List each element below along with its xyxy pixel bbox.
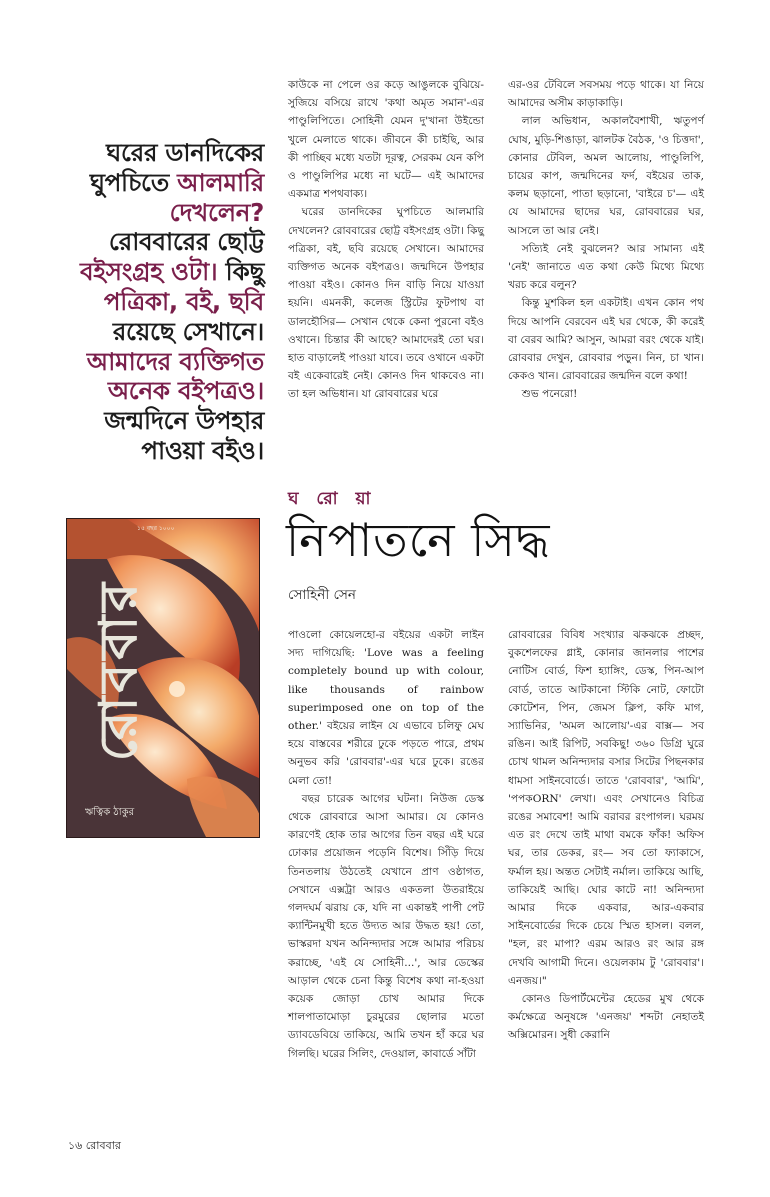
- pull-quote-highlight: আলমারি: [177, 167, 264, 197]
- article-headline: নিপাতনে সিদ্ধ: [286, 513, 551, 567]
- paragraph: এর-ওর টেবিলে সবসময় পড়ে থাকে। যা নিয়ে আমাদের অসীম কাড়াকাড়ি।: [508, 79, 704, 110]
- pull-quote-line: পাওয়া বইও।: [141, 435, 264, 465]
- pull-quote: [52, 138, 264, 466]
- book-cover-image: [66, 518, 260, 838]
- paragraph: ঘরের ডানদিকের ঘুপচিতে আলমারি দেখলেন? রোববারের ছোট্ট বইসংগ্রহ ওটা। কিছু পত্রিকা, বই, ছবি রয়েছে সেখানে। আমাদের ব্যক্তিগত অনেক বইপত্রও। জন্মদিনে উপহার পাওয়া বইও। কোনও দিন বাড়ি নিয়ে যাওয়া হয়নি। এমনকী, কলেজ স্ট্রিটের ফুটপাথ বা ডালহৌসির— সেখান থেকে কেনা পুরনো বইও ওখানে। চিন্তার কী আছে? আমাদেরই তো ঘর। হাত বাড়ালেই পাওয়া যাবে। তবে ওখানে একটা বই একেবারেই নেই। কোনও দিন থাকবেও না। তা হল অভিধান। যা রোববারের ঘরে: [288, 206, 485, 401]
- cover-author: ঋত্বিক ঠাকুর: [85, 807, 135, 818]
- article-column-1: [288, 626, 484, 1063]
- pull-quote-line: রয়েছে সেখানে।: [112, 316, 264, 346]
- paragraph: পাওলো কোয়েলহো-র বইয়ের একটা লাইন সদ্য দাগিয়েছি: 'Love was a feeling completely bound up with colour, like thousands of rainbow superimposed one on top of the other.' বইয়ের লাইন যে এভাবে চলিফু মেঘ হয়ে বাস্তবের শরীরে ঢুকে পড়তে পারে, প্রথম অনুভব করি 'রোববার'-এর ঘরে ঢুকে। রঙের মেলা তো!: [288, 629, 484, 787]
- paragraph: সত্যিই নেই বুঝলেন? আর সামান্য এই 'নেই' জানাতে এত কথা কেউ মিথ্যে মিথ্যে খরচ করে বলুন?: [508, 242, 704, 292]
- article-byline: সোহিনী সেন: [288, 587, 356, 603]
- pull-quote-highlight: দেখলেন?: [169, 197, 264, 227]
- top-column-2: [508, 76, 704, 404]
- cover-title: রোববার: [89, 579, 149, 762]
- pull-quote-line: ঘুপচিতে: [89, 167, 178, 197]
- section-kicker: ঘ রো য়া: [288, 489, 377, 509]
- paragraph: কাউকে না পেলে ওর কড়ে আঙুলকে বুঝিয়ে-সুজিয়ে বসিয়ে রাখে 'কথা অমৃত সমান'-এর পাণ্ডুলিপিতে। সোহিনী যেমন দু'খানা উইন্ডো খুলে মেলাতে থাকে। জীবনে কী চাইছি, আর কী পাচ্ছিব মধ্যে যতটা দূরত্ব, সেরকম যেন কপি ও পাণ্ডুলিপির মধ্যে না ঘটে— এই আমাদের একমাত্র শপথবাক্য।: [288, 79, 484, 201]
- paragraph: শুভ পনেরো!: [521, 388, 578, 401]
- paragraph: কোনও ডিপার্টমেন্টের হেডের মুখ থেকে কর্মক্ষেত্রে অনুষঙ্গে 'এনজয়' শব্দটা নেহাতই অক্সিমোরন। সুধী কেরানি: [508, 993, 704, 1042]
- pull-quote-line: ঘরের ডানদিকের: [106, 138, 264, 167]
- page-folio: ১৬ রোববার: [68, 1139, 121, 1152]
- pull-quote-highlight: পত্রিকা, বই, ছবি: [103, 286, 264, 316]
- pull-quote-line: কিছু: [225, 257, 264, 287]
- paragraph: রোববারের বিবিধ সংখ্যার ঝকঝকে প্রচ্ছদ, বুকশেলফের গ্লাই, কোনার জানলার পাশের নোটিস বোর্ড, ফিশ হ্যাঙ্গিং, ডেস্ক, পিন-আপ বোর্ড, তাতে আটকানো স্টিকি নোট, ফোটো কোটেশন, পিন, জেমস ক্লিপ, কফি মাগ, স্যাভিনির, 'অমল আলোয়'-এর বাক্স— সব রঙিন। আই রিপিট, সবকিছু! ৩৬০ ডিগ্রি ঘুরে চোখ থামল অনিন্দ্যদার বসার সিটের পিছনকার ধামসা সাইনবোর্ডে। তাতে 'রোববার', 'আমি', 'পপকORN' লেখা। এবং সেখানেও বিচিত্র রঙের সমাবেশ! আমি বরাবর রংপাগল। ঘরময় এত রং দেখে তাই মাথা বমকে ফাঁক! অফিস ঘর, তার ডেকর, রং— সব তো ফ্যাকাসে, ফর্মাল হয়। অন্তত সেটাই নর্মাল। তাকিয়ে আছি, তাকিয়েই আছি। ঘোর কাটে না! অনিন্দ্যদা আমার দিকে একবার, আর-একবার সাইনবোর্ডের দিকে চেয়ে স্মিত হাসল। বলল, "হল, রং মাপা? এরম আরও রং আর রঙ্গ দেখবি আগামী দিনে। ওয়েলকাম টু 'রোববার'। এনজয়।": [508, 629, 704, 987]
- paragraph: কিন্তু মুশকিল হল একটাই। এখন কোন পথ দিয়ে আপনি বেরবেন এই ঘর থেকে, কী করেই বা বেরব আমি? আসুন, আমরা বরং থেকে যাই। রোববার দেখুন, রোববার পড়ুন। নিন, চা খান। কেকও খান। রোববারের জন্মদিন বলে কথা!: [508, 297, 704, 383]
- pull-quote-line: রোববারের ছোট্ট: [108, 227, 264, 257]
- pull-quote-highlight: বইসংগ্রহ ওটা।: [79, 257, 226, 287]
- top-column-1: [288, 76, 484, 404]
- cover-top-text: ১৫ বছর ১০০০: [137, 525, 175, 532]
- pull-quote-highlight: অনেক বইপত্রও।: [107, 376, 264, 406]
- paragraph: লাল অভিধান, অকালবৈশাখী, ঋতুপর্ণ ঘোষ, মুড়ি-শিঙাড়া, ঝালটক বৈঠক, 'ও চিত্তদা', কোনার টেবিল, অমল আলোয়, পাণ্ডুলিপি, চায়ের কাপ, জন্মদিনের ফর্দ, বইয়ের তাক, কলম ছড়ানো, পাতা ছড়ানো, 'বাইরে চ'— এই যে আমাদের ছাদের ঘর, রোববারের ঘর, আসলে তা আর নেই।: [508, 115, 704, 237]
- paragraph: বছর চারেক আগের ঘটনা। নিউজ ডেস্ক থেকে রোববারে আসা আমার। যে কোনও কারণেই হোক তার আগের তিন বছর এই ঘরে ঢোকার প্রয়োজন পড়েনি বিশেষ। সিঁড়ি দিয়ে তিনতলায় উঠতেই যেখানে প্রাণ ওষ্ঠাগত, সেখানে এক্সট্রা আরও একতলা উতরাইয়ে গলদঘর্ম ঝরায় কে, যদি না একান্তই পাপী পেট ক্যান্টিনমুখী হতে উদ্যত আর উদ্ধত হয়! তো, ভাস্করদা যখন অনিন্দ্যদার সঙ্গে আমার পরিচয় করাচ্ছে, 'এই যে সোহিনী...', আর ডেস্কের আড়াল থেকে চেনা কিন্তু বিশেষ কথা না-হওয়া কয়েক জোড়া চোখ আমার দিকে শালপাতামোড়া চুরমুরের ছোলার মতো ড্যাবডেবিয়ে তাকিয়ে, আমি তখন হাঁ করে ঘর গিলছি। ঘরের সিলিং, দেওয়াল, কাবার্ডে সাঁটা: [288, 792, 484, 1060]
- pull-quote-line: জন্মদিনে উপহার: [104, 406, 264, 436]
- article-column-2: [508, 626, 704, 1045]
- pull-quote-highlight: আমাদের ব্যক্তিগত: [86, 346, 264, 376]
